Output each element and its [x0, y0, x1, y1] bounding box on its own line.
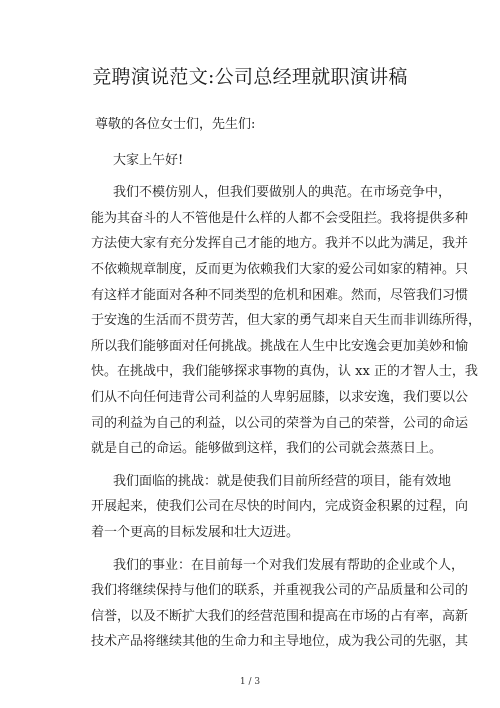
paragraph-spacer	[91, 462, 421, 469]
paragraph-2	[91, 469, 469, 546]
paragraph-line: 我们将继续保持与他们的联系，并重视我公司的产品质量和公司的	[91, 583, 469, 599]
paragraph-line: 我们的事业：在目前每一个对我们发展有帮助的企业或个人，	[113, 557, 465, 573]
paragraph-line: 我们不模仿别人，但我们要做别人的典范。在市场竞争中，	[113, 185, 452, 201]
paragraph-line: 能为其奋斗的人不管他是什么样的人都不会受阻拦。我将提供多种	[91, 210, 469, 226]
paragraph-spacer	[91, 546, 421, 553]
paragraph-line: 所以我们能够面对任何挑战。挑战在人生中比安逸会更加美妙和愉	[91, 338, 469, 354]
paragraph-1	[91, 180, 482, 462]
document-body	[91, 112, 482, 655]
greeting: 大家上午好!	[113, 152, 184, 168]
paragraph-line: 们从不向任何违背公司利益的人卑躬屈膝，以求安逸，我们要以公	[91, 389, 469, 405]
paragraph-line: 有这样才能面对各种不同类型的危机和困难。然而，尽管我们习惯	[91, 287, 469, 303]
paragraph-line: 着一个更高的目标发展和壮大迈进。	[91, 524, 300, 540]
paragraph-line: 技术产品将继续其他的生命力和主导地位，成为我公司的先驱，其	[91, 634, 469, 650]
paragraph-line: 方法使大家有充分发挥自己才能的地方。我并不以此为满足，我并	[91, 236, 469, 252]
paragraph-line: 开展起来，使我们公司在尽快的时间内，完成资金积累的过程，向	[91, 499, 469, 515]
document-title: 竞聘演说范文:公司总经理就职演讲稿	[92, 66, 408, 88]
paragraph-3	[91, 553, 469, 655]
paragraph-line: 于安逸的生活而不贯劳苦，但大家的勇气却来自天生而非训练所得，	[91, 313, 482, 329]
paragraph-line: 不依赖规章制度，反而更为依赖我们大家的爱公司如家的精神。只	[91, 261, 469, 277]
paragraph-line: 我们面临的挑战：就是使我们目前所经营的项目，能有效地	[113, 473, 452, 489]
paragraph-line: 信誉，以及不断扩大我们的经营范围和提高在市场的占有率，高新	[91, 608, 469, 624]
salutation: 尊敬的各位女士们，先生们:	[95, 117, 256, 132]
paragraph-line: 快。在挑战中，我们能够探求事物的真伪，认 xx 正的才智人士，我	[91, 364, 478, 380]
paragraph-line: 司的利益为自己的利益，以公司的荣誉为自己的荣誉，公司的命运	[91, 415, 469, 431]
paragraph-line: 就是自己的命运。能够做到这样，我们的公司就会蒸蒸日上。	[91, 441, 443, 457]
page-number: 1 / 3	[239, 677, 261, 687]
